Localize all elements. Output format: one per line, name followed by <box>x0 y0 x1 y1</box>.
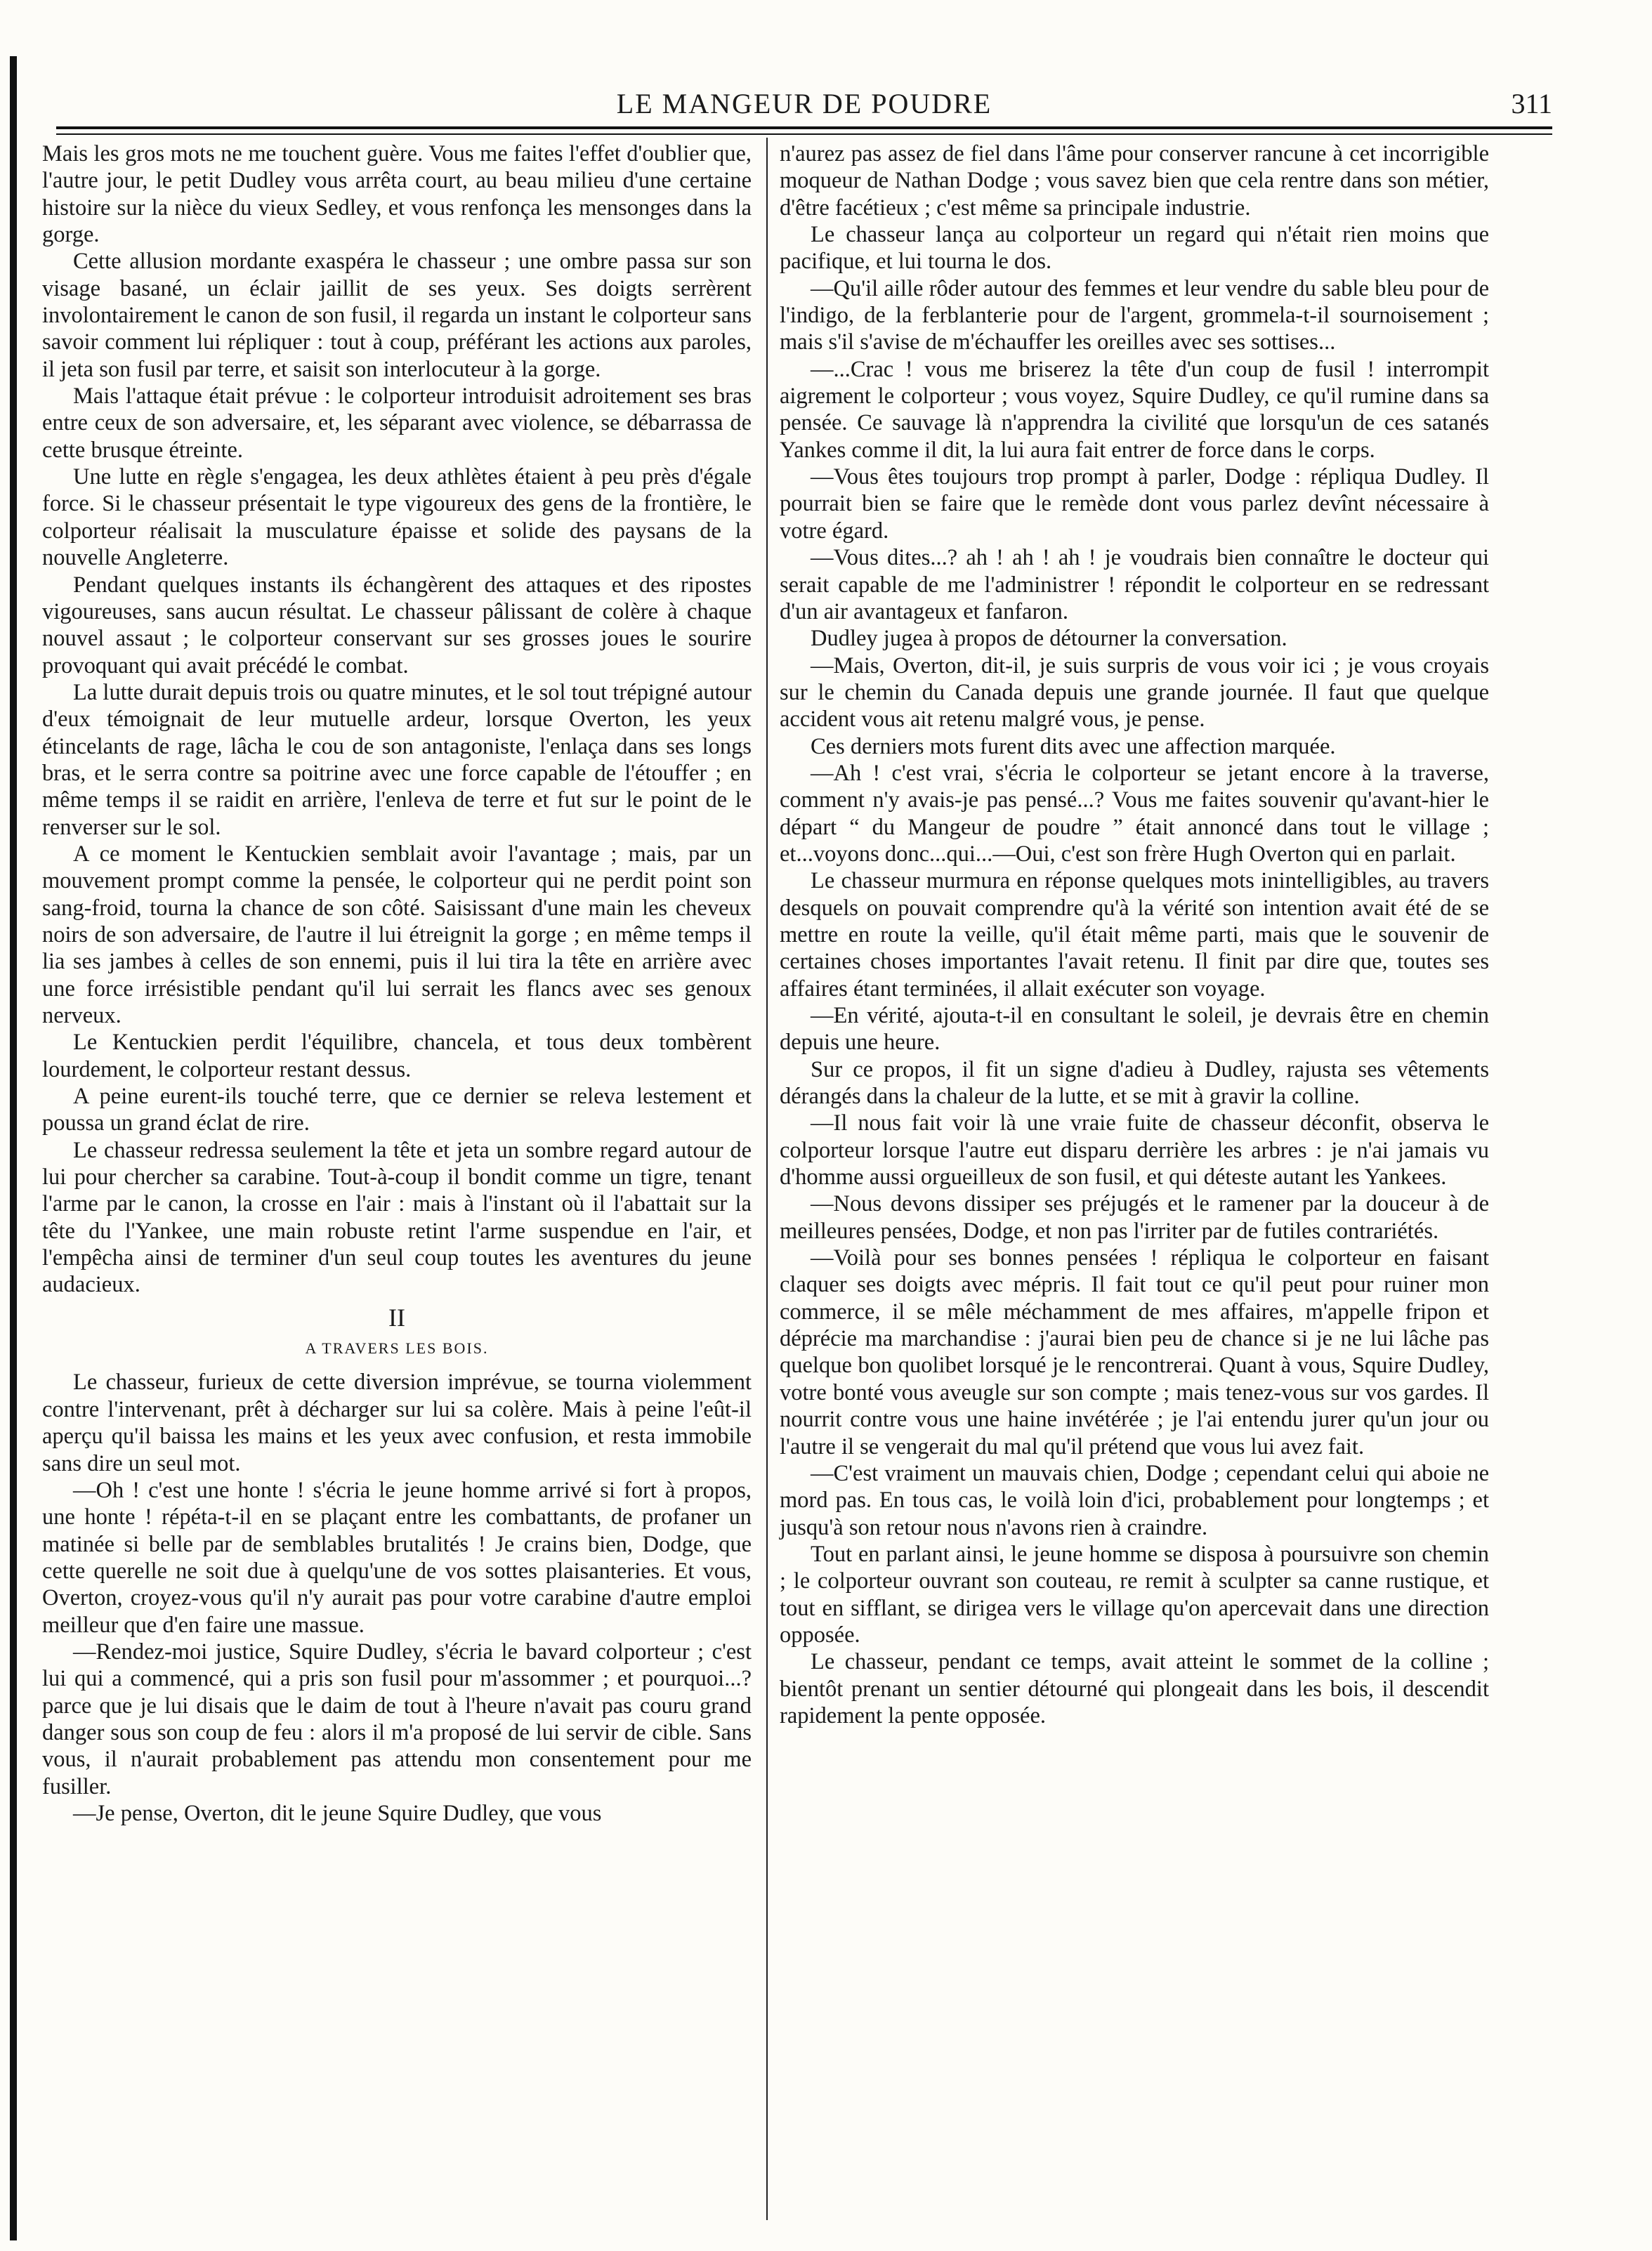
paragraph: —Qu'il aille rôder autour des femmes et leur vendre du sable bleu pour de l'indigo, de la ferblanterie pour de l'argent, grommela-t-il sournoisement ; mais s'il s'avise de m'échauffer les oreilles avec ses sottises... <box>780 275 1489 355</box>
paragraph: Cette allusion mordante exaspéra le chasseur ; une ombre passa sur son visage basané, un éclair jaillit de ses yeux. Ses doigts serrèrent involontairement le canon de son fusil, il regarda un instant le colporteur sans savoir comment lui répliquer : tout à coup, préférant les actions aux paroles, il jeta son fusil par terre, et saisit son interlocuteur à la gorge. <box>42 249 752 382</box>
left-column <box>42 140 752 1827</box>
paragraph: —En vérité, ajouta-t-il en consultant le soleil, je devrais être en chemin depuis une heure. <box>780 1003 1489 1056</box>
paragraph: Le Kentuckien perdit l'équilibre, chancela, et tous deux tombèrent lourdement, le colporteur restant dessus. <box>42 1030 752 1082</box>
paragraph: La lutte durait depuis trois ou quatre minutes, et le sol tout trépigné autour d'eux témoignait de leur mutuelle ardeur, lorsque Overton, les yeux étincelants de rage, lâcha le cou de son antagoniste, l'enlaça dans ses longs bras, et le serra contre sa poitrine avec une force capable de l'étouffer ; en même temps il se raidit en arrière, l'enleva de terre et fut sur le point de le renverser sur le sol. <box>42 679 752 840</box>
paragraph: Mais les gros mots ne me touchent guère. Vous me faites l'effet d'oublier que, l'autre jour, le petit Dudley vous arrêta court, au beau milieu d'une certaine histoire sur la nièce du vieux Sedley, et vous renfonça les mensonges dans la gorge. <box>42 141 752 248</box>
paragraph: Le chasseur murmura en réponse quelques mots inintelligibles, au travers desquels on pouvait comprendre qu'à la vérité son intention avait été de se mettre en route la veille, qu'il était même parti, mais que le souvenir de certaines choses importantes l'avait retenu. Il finit par dire que, toutes ses affaires étant terminées, il allait exécuter son voyage. <box>780 868 1489 1002</box>
paragraph: —Il nous fait voir là une vraie fuite de chasseur déconfit, observa le colporteur lorsque l'autre eut disparu derrière les arbres : je n'ai jamais vu d'homme aussi orgueilleux de son fusil, et qui déteste autant les Yankees. <box>780 1110 1489 1190</box>
paragraph: Tout en parlant ainsi, le jeune homme se disposa à poursuivre son chemin ; le colporteur ouvrant son couteau, re remit à sculpter sa canne rustique, et tout en sifflant, se dirigea vers le village qu'on apercevait dans une direction opposée. <box>780 1541 1489 1648</box>
section-title: A TRAVERS LES BOIS. <box>305 1339 489 1358</box>
paragraph: A peine eurent-ils touché terre, que ce dernier se releva lestement et poussa un grand éclat de rire. <box>42 1084 752 1136</box>
paragraph: Sur ce propos, il fit un signe d'adieu à Dudley, rajusta ses vêtements dérangés dans la chaleur de la lutte, et se mit à gravir la colline. <box>780 1056 1489 1110</box>
paragraph: —Vous êtes toujours trop prompt à parler, Dodge : répliqua Dudley. Il pourrait bien se faire que le remède dont vous parlez devînt nécessaire à votre égard. <box>780 464 1489 544</box>
paragraph: —Mais, Overton, dit-il, je suis surpris de vous voir ici ; je vous croyais sur le chemin du Canada depuis une grande journée. Il faut que quelque accident vous ait retenu malgré vous, je pense. <box>780 652 1489 733</box>
paragraph: —Oh ! c'est une honte ! s'écria le jeune homme arrivé si fort à propos, une honte ! répéta-t-il en se plaçant entre les combattants, de profaner un matinée si belle par de semblables brutalités ! Je crains bien, Dodge, que cette querelle ne soit due à quelqu'une de vos sottes plaisanteries. Et vous, Overton, croyez-vous qu'il n'y aurait pas pour votre carabine d'autre emploi meilleur que d'en faire une massue. <box>42 1477 752 1638</box>
column-divider <box>766 138 768 2220</box>
paragraph: —...Crac ! vous me briserez la tête d'un coup de fusil ! interrompit aigrement le colporteur ; vous voyez, Squire Dudley, ce qu'il rumine dans sa pensée. Ce sauvage là n'apprendra la civilité que lorsqu'un de ces satanés Yankes comme il dit, la lui aura fait entrer de force dans le corps. <box>780 356 1489 463</box>
paragraph: Le chasseur, furieux de cette diversion imprévue, se tourna violemment contre l'intervenant, prêt à décharger sur lui sa colère. Mais à peine l'eût-il aperçu qu'il baissa les mains et les yeux avec confusion, et resta immobile sans dire un seul mot. <box>42 1370 752 1476</box>
paragraph: Mais l'attaque était prévue : le colporteur introduisit adroitement ses bras entre ceux de son adversaire, et, les séparant avec violence, se débarrassa de cette brusque étreinte. <box>42 383 752 463</box>
paragraph: Une lutte en règle s'engagea, les deux athlètes étaient à peu près d'égale force. Si le chasseur présentait le type vigoureux des gens de la frontière, le colporteur réalisait la musculature épaisse et solide des paysans de la nouvelle Angleterre. <box>42 464 752 571</box>
paragraph: Dudley jugea à propos de détourner la conversation. <box>811 626 1287 652</box>
paragraph: —Vous dites...? ah ! ah ! ah ! je voudrais bien connaître le docteur qui serait capable de me l'administrer ! répondit le colporteur en se redressant d'un air avantageux et fanfaron. <box>780 545 1489 624</box>
running-title: LE MANGEUR DE POUDRE <box>616 88 992 119</box>
paragraph: —Nous devons dissiper ses préjugés et le ramener par la douceur à de meilleures pensées, Dodge, et non pas l'irriter par de futiles contrariétés. <box>780 1191 1489 1244</box>
paragraph: Le chasseur, pendant ce temps, avait atteint le sommet de la colline ; bientôt prenant un sentier détourné qui plongeait dans les bois, il descendit rapidement la pente opposée. <box>780 1649 1489 1728</box>
paragraph: —Voilà pour ses bonnes pensées ! répliqua le colporteur en faisant claquer ses doigts avec mépris. Il fait tout ce qu'il peut pour ruiner mon commerce, il se mêle méchamment de mes affaires, m'appelle fripon et déprécie ma marchandise : j'aurai bien peu de chance si je ne lui lâche pas quelque bon quolibet lorsqué je le rencontrerai. Quant à vous, Squire Dudley, votre bonté vous aveugle sur son compte ; mais tenez-vous sur vos gardes. Il nourrit contre vous une haine invétérée ; je l'ai entendu jurer qu'un jour ou l'autre il se vengerait du mal qu'il prétend que vous lui avez fait. <box>780 1245 1489 1459</box>
paragraph: Le chasseur lança au colporteur un regard qui n'était rien moins que pacifique, et lui tourna le dos. <box>780 222 1489 275</box>
paragraph: —Ah ! c'est vrai, s'écria le colporteur se jetant encore à la traverse, comment n'y avais-je pas pensé...? Vous me faites souvenir qu'avant-hier le départ “ du Mangeur de poudre ” était annoncé dans tout le village ; et...voyons donc...qui...—Oui, c'est son frère Hugh Overton qui en parlait. <box>780 760 1489 867</box>
right-column <box>780 140 1489 1729</box>
paragraph: Pendant quelques instants ils échangèrent des attaques et des ripostes vigoureuses, sans aucun résultat. Le chasseur pâlissant de colère à chaque nouvel assaut ; le colporteur conservant sur ses grosses joues le sourire provoquant qui avait précédé le combat. <box>42 572 752 678</box>
paragraph: n'aurez pas assez de fiel dans l'âme pour conserver rancune à cet incorrigible moqueur de Nathan Dodge ; vous savez bien que cela rentre dans son métier, d'être facétieux ; c'est même sa principale industrie. <box>780 141 1489 221</box>
paragraph: A ce moment le Kentuckien semblait avoir l'avantage ; mais, par un mouvement prompt comme la pensée, le colporteur qui ne perdit point son sang-froid, tourna la chance de son côté. Saisissant d'une main les cheveux noirs de son adversaire, de l'autre il lui étreignit la gorge ; en même temps il lia ses jambes à celles de son ennemi, puis il lui tira la tête en arrière avec une force irrésistible pendant qu'il lui serrait les flancs avec ses genoux nerveux. <box>42 841 752 1028</box>
paragraph: —C'est vraiment un mauvais chien, Dodge ; cependant celui qui aboie ne mord pas. En tous cas, le voilà loin d'ici, probablement pour longtemps ; et jusqu'à son retour nous n'avons rien à craindre. <box>780 1460 1489 1540</box>
page-number: 311 <box>1511 88 1552 119</box>
paragraph: —Rendez-moi justice, Squire Dudley, s'écria le bavard colporteur ; c'est lui qui a commencé, qui a pris son fusil pour m'assommer ; et pourquoi...? parce que je lui disais que le daim de tout à l'heure n'avait pas couru grand danger sous son coup de feu : alors il m'a proposé de lui servir de cible. Sans vous, il n'aurait probablement pas attendu mon consentement pour me fusiller. <box>42 1639 752 1799</box>
section-number: II <box>388 1303 405 1332</box>
paragraph: Ces derniers mots furent dits avec une affection marquée. <box>811 733 1336 759</box>
page-binding-edge <box>10 56 17 2240</box>
header-rule-thin <box>56 133 1552 135</box>
paragraph: Le chasseur redressa seulement la tête et jeta un sombre regard autour de lui pour chercher sa carabine. Tout-à-coup il bondit comme un tigre, tenant l'arme par le canon, la crosse en l'air : mais à l'instant où il l'abattait sur la tête du l'Yankee, une main robuste retint l'arme suspendue en l'air, et l'empêcha ainsi de terminer d'un seul coup toutes les aventures du jeune audacieux. <box>42 1137 752 1298</box>
running-header <box>56 83 1552 125</box>
paragraph: —Je pense, Overton, dit le jeune Squire Dudley, que vous <box>73 1800 602 1826</box>
header-rule-thick <box>56 126 1552 129</box>
